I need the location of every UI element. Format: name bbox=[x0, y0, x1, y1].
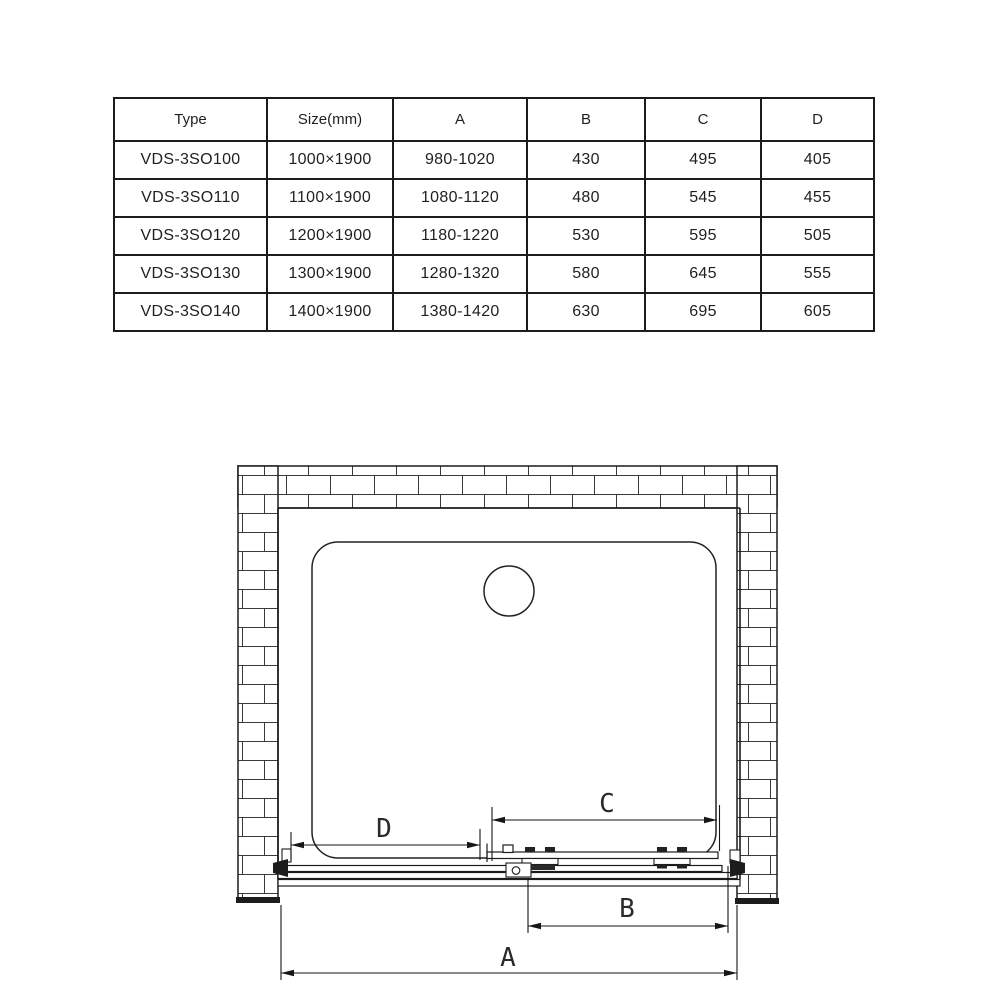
sliding-bar bbox=[487, 852, 718, 859]
cell-c: 695 bbox=[645, 293, 761, 331]
wall-right bbox=[737, 466, 777, 903]
cell-a: 1080-1120 bbox=[393, 179, 527, 217]
dim-label-d: D bbox=[376, 814, 392, 844]
fixed-panel-rail bbox=[284, 866, 722, 872]
cell-a: 1180-1220 bbox=[393, 217, 527, 255]
cell-a: 1280-1320 bbox=[393, 255, 527, 293]
cell-type: VDS-3SO110 bbox=[114, 179, 267, 217]
column-header-d: D bbox=[761, 98, 874, 141]
threshold bbox=[278, 880, 740, 887]
wall-top bbox=[238, 466, 777, 508]
cell-type: VDS-3SO140 bbox=[114, 293, 267, 331]
cell-b: 630 bbox=[527, 293, 645, 331]
cell-b: 480 bbox=[527, 179, 645, 217]
cell-b: 530 bbox=[527, 217, 645, 255]
cell-a: 980-1020 bbox=[393, 141, 527, 179]
cell-d: 505 bbox=[761, 217, 874, 255]
cell-type: VDS-3SO130 bbox=[114, 255, 267, 293]
drain-circle bbox=[484, 566, 534, 616]
cell-c: 495 bbox=[645, 141, 761, 179]
cell-d: 555 bbox=[761, 255, 874, 293]
cell-d: 605 bbox=[761, 293, 874, 331]
cell-type: VDS-3SO100 bbox=[114, 141, 267, 179]
cell-type: VDS-3SO120 bbox=[114, 217, 267, 255]
cell-size: 1100×1900 bbox=[267, 179, 393, 217]
cell-b: 580 bbox=[527, 255, 645, 293]
dim-label-b: B bbox=[619, 894, 635, 924]
column-header-a: A bbox=[393, 98, 527, 141]
cell-size: 1400×1900 bbox=[267, 293, 393, 331]
column-header-b: B bbox=[527, 98, 645, 141]
cell-d: 455 bbox=[761, 179, 874, 217]
cell-size: 1000×1900 bbox=[267, 141, 393, 179]
wall-left-base bbox=[236, 897, 280, 903]
column-header-type: Type bbox=[114, 98, 267, 141]
cell-b: 430 bbox=[527, 141, 645, 179]
cell-size: 1300×1900 bbox=[267, 255, 393, 293]
door-handle bbox=[503, 845, 513, 853]
cell-size: 1200×1900 bbox=[267, 217, 393, 255]
wall-right-base bbox=[735, 898, 779, 904]
column-header-c: C bbox=[645, 98, 761, 141]
wall-left bbox=[238, 466, 278, 902]
cell-c: 545 bbox=[645, 179, 761, 217]
dim-label-c: C bbox=[599, 789, 615, 819]
column-header-size: Size(mm) bbox=[267, 98, 393, 141]
dim-label-a: A bbox=[500, 943, 516, 973]
cell-c: 595 bbox=[645, 217, 761, 255]
cell-d: 405 bbox=[761, 141, 874, 179]
cell-a: 1380-1420 bbox=[393, 293, 527, 331]
cell-c: 645 bbox=[645, 255, 761, 293]
guide-wheel bbox=[512, 867, 520, 875]
